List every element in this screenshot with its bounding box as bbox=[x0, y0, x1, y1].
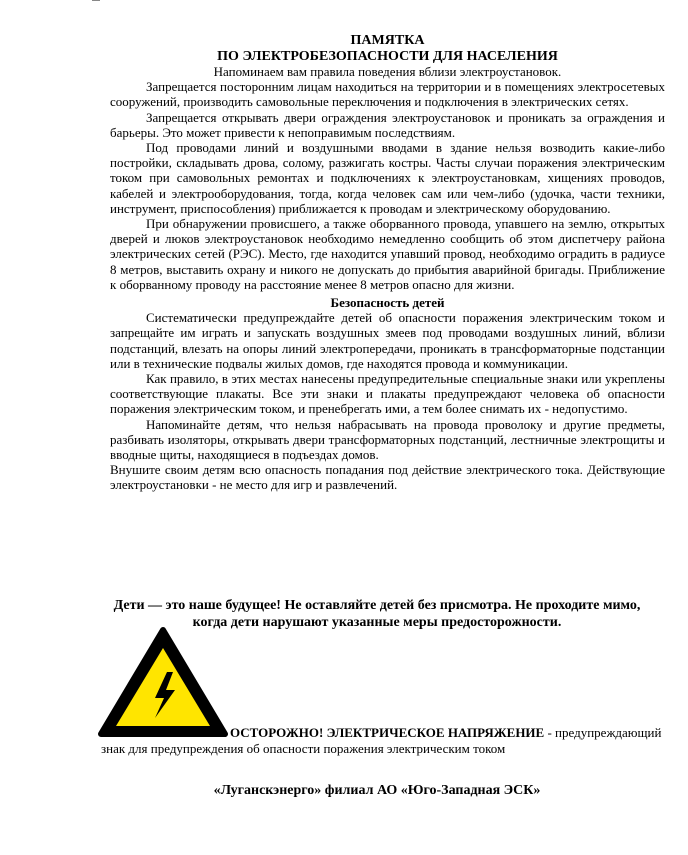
appeal-line2: когда дети нарушают указанные меры предосторожности. bbox=[192, 615, 562, 630]
paragraph: Запрещается открывать двери ограждения электроустановок и проникать за ограждения и барьеры. Это может привести к непоправимым последствиям. bbox=[110, 109, 665, 140]
children-paragraph: Систематически предупреждайте детей об опасности поражения электрическим током и запрещайте им играть и запускать воздушных змеев под проводами воздушных линий, вблизи подстанций, влезать на опоры линий электропередачи, проникать в трансформаторные подстанции или в технические подвалы жилых домов, где находятся провода и коммуникации. bbox=[110, 310, 665, 371]
paragraph: При обнаружении провисшего, а также оборванного провода, упавшего на землю, открытых дверей и люков электроустановок необходимо немедленно сообщить об этом диспетчеру района электрических сетей (РЭС). Место, где находится упавший провод, необходимо оградить в радиусе 8 метров, выставить охрану и никого не допускать до прибытия аварийной бригады. Приближение к оборванному проводу на расстояние менее 8 метров опасно для жизни. bbox=[110, 216, 665, 292]
appeal-line1: Дети — это наше будущее! Не оставляйте детей без присмотра. Не проходите мимо, bbox=[113, 598, 641, 613]
paragraph: Запрещается посторонним лицам находиться на территории и в помещениях электросетевых сооружений, производить самовольные переключения и подключения в электрических сетях. bbox=[110, 79, 665, 110]
children-paragraph: Напоминайте детям, что нельзя набрасывать на провода проволоку и другие предметы, разбивать изоляторы, открывать двери трансформаторных подстанций, лестничные электрощиты и вводные щиты, находящиеся в подъездах домов. bbox=[110, 416, 665, 463]
warning-desc-part2: знак для предупреждения об опасности поражения электрическим током bbox=[101, 741, 506, 756]
intro-text: Напоминаем вам правила поведения вблизи электроустановок. bbox=[213, 64, 562, 79]
high-voltage-warning-icon bbox=[97, 626, 229, 738]
paragraph: Под проводами линий и воздушными вводами в здание нельзя возводить какие-либо постройки, складывать дрова, солому, разжигать костры. Часты случаи поражения электрическим током при самовольных ремонтах и подключениях к электроустановкам, хищениях проводов, кабелей и электрооборудования, тогда, когда человек сам или чем-либо (удочка, части техники, инструмент, приспособления) приближается к проводам и электрическому оборудованию. bbox=[110, 140, 665, 216]
children-paragraph: Как правило, в этих местах нанесены предупредительные специальные знаки или укреплены соответствующие плакаты. Все эти знаки и плакаты предупреждают человека об опасности поражения электрическим током, и пренебрегать ими, а тем более снимать их - недопустимо. bbox=[110, 371, 665, 417]
warning-title: ОСТОРОЖНО! ЭЛЕКТРИЧЕСКОЕ НАПРЯЖЕНИЕ bbox=[230, 725, 545, 740]
document-body bbox=[110, 33, 665, 493]
document-title-line1: ПАМЯТКА bbox=[350, 33, 425, 48]
page-corner-mark bbox=[92, 0, 100, 1]
warning-caption bbox=[230, 725, 662, 740]
children-closing: Внушите своим детям всю опасность попадания под действие электрического тока. Действующие электроустановки - не место для игр и развлечений. bbox=[110, 462, 665, 493]
children-safety-heading: Безопасность детей bbox=[330, 295, 445, 311]
warning-desc-part1: - предупреждающий bbox=[544, 725, 662, 740]
document-title-line2: ПО ЭЛЕКТРОБЕЗОПАСНОСТИ ДЛЯ НАСЕЛЕНИЯ bbox=[217, 48, 558, 64]
footer-organization: «Луганскэнерго» филиал АО «Юго-Западная ЭСК» bbox=[213, 783, 541, 798]
